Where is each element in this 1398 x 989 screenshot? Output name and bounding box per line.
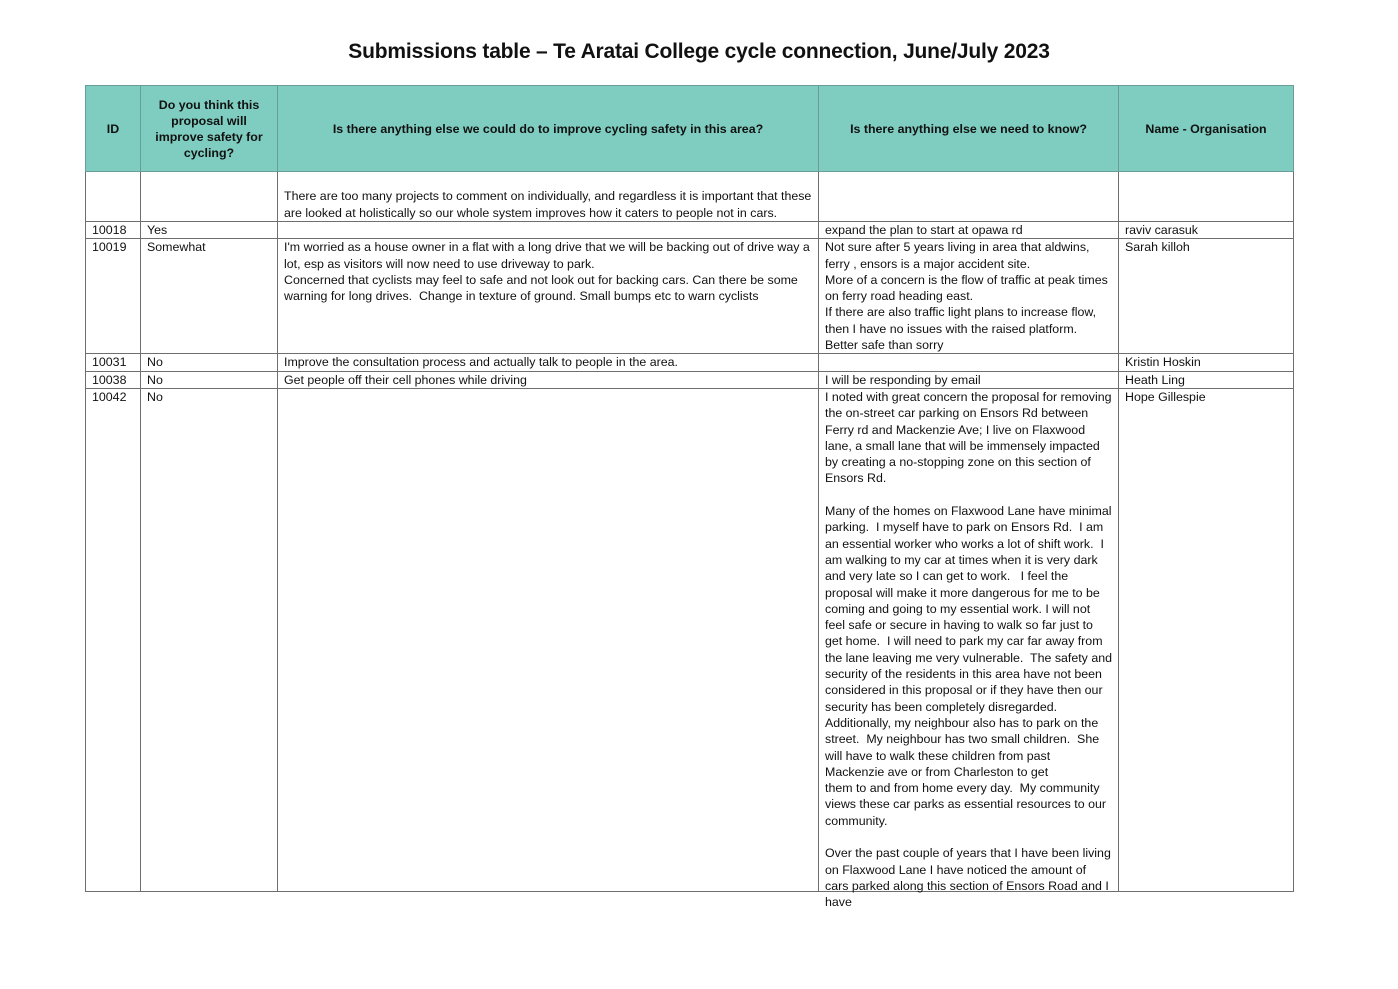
cell-other [819, 354, 1119, 371]
cell-improve: No [141, 354, 278, 371]
cell-name: raviv carasuk [1119, 222, 1294, 239]
page-title: Submissions table – Te Aratai College cycle connection, June/July 2023 [348, 40, 1050, 63]
cell-name: Heath Ling [1119, 371, 1294, 388]
header-id: ID [86, 86, 141, 172]
cell-suggestion: Improve the consultation process and actually talk to people in the area. [278, 354, 819, 371]
cell-improve [141, 172, 278, 222]
table-row [86, 354, 1294, 371]
cell-name: Sarah killoh [1119, 239, 1294, 354]
cell-other: I will be responding by email [819, 371, 1119, 388]
cell-name: Kristin Hoskin [1119, 354, 1294, 371]
header-suggestions: Is there anything else we could do to improve cycling safety in this area? [278, 86, 819, 172]
cell-id: 10019 [86, 239, 141, 354]
cell-improve: Somewhat [141, 239, 278, 354]
cell-suggestion [278, 222, 819, 239]
cell-improve: No [141, 371, 278, 388]
table-row [86, 371, 1294, 388]
header-improve-safety: Do you think this proposal will improve safety for cycling? [141, 86, 278, 172]
cell-improve: Yes [141, 222, 278, 239]
cell-name [1119, 172, 1294, 222]
cell-improve: No [141, 388, 278, 891]
cell-other: expand the plan to start at opawa rd [819, 222, 1119, 239]
table-row [86, 172, 1294, 222]
header-name-organisation: Name - Organisation [1119, 86, 1294, 172]
cell-other [819, 172, 1119, 222]
cell-id: 10038 [86, 371, 141, 388]
cell-other [819, 388, 1119, 910]
cell-suggestion: Get people off their cell phones while driving [278, 371, 819, 388]
header-row [86, 86, 1294, 172]
cell-suggestion [278, 388, 819, 891]
header-need-to-know: Is there anything else we need to know? [819, 86, 1119, 172]
table-row [86, 222, 1294, 239]
cell-id: 10042 [86, 388, 141, 891]
cell-other: Not sure after 5 years living in area that aldwins, ferry , ensors is a major accident site. More of a concern is the flow of traffic at peak times on ferry road heading east. If there are also traffic light plans to increase flow, then I have no issues with the raised platform. Better safe than sorry [819, 239, 1119, 354]
cell-id: 10018 [86, 222, 141, 239]
cell-id [86, 172, 141, 222]
table-row [86, 388, 1294, 891]
cell-other-text: I noted with great concern the proposal for removing the on-street car parking on Ensors Rd between Ferry rd and Mackenzie Ave; I live on Flaxwood lane, a small lane that will be immensely impacted by creating a no-stopping zone on this section of Ensors Rd. Many of the homes on Flaxwood Lane have minimal parking. I myself have to park on Ensors Rd. I am an essential worker who works a lot of shift work. I am walking to my car at times when it is very dark and very late so I can get to work. I feel the proposal will make it more dangerous for me to be coming and going to my essential work. I will not feel safe or secure in having to walk so far just to get home. I will need to park my car far away from the lane leaving me very vulnerable. The safety and security of the residents in this area have not been considered in this proposal or if they have then our security has been completely disregarded. Additionally, my neighbour also has to park on the street. My neighbour has two small children. She will have to walk these children from past Mackenzie ave or from Charleston to get them to and from home every day. My community views these car parks as essential resources to our community. Over the past couple of years that I have been living on Flaxwood Lane I have noticed the amount of cars parked along this section of Ensors Road and I have [825, 389, 1112, 910]
table-row [86, 239, 1294, 354]
cell-id: 10031 [86, 354, 141, 371]
cell-suggestion: There are too many projects to comment on individually, and regardless it is important that these are looked at holistically so our whole system improves how it caters to people not in cars. [278, 172, 819, 222]
cell-name: Hope Gillespie [1119, 388, 1294, 891]
cell-suggestion: I'm worried as a house owner in a flat with a long drive that we will be backing out of drive way a lot, esp as visitors will now need to use driveway to park. Concerned that cyclists may feel to safe and not look out for backing cars. Can there be some warning for long drives. Change in texture of ground. Small bumps etc to warn cyclists [278, 239, 819, 354]
submissions-table [85, 85, 1294, 910]
